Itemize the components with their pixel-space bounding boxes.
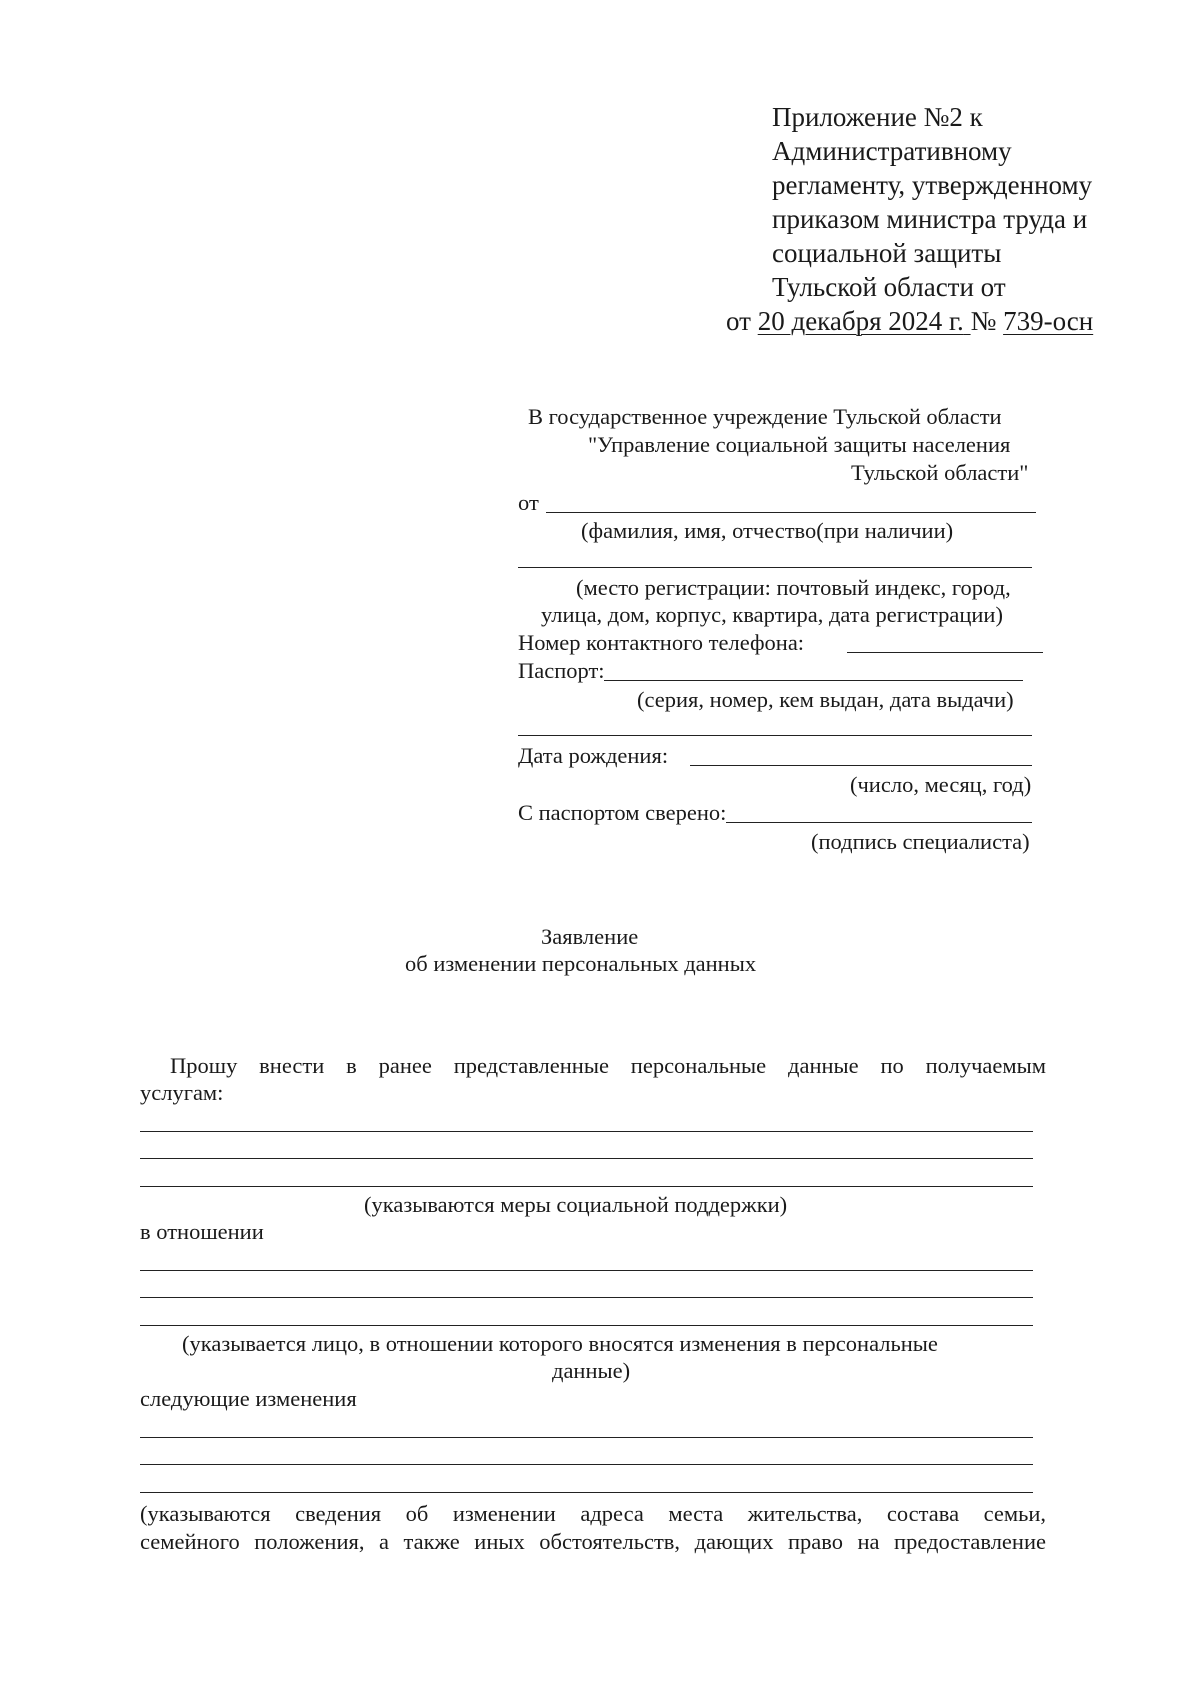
changes-hint-2: семейного положения, а также иных обстоятельств, дающих право на предоставление [140,1529,1046,1554]
passport-label: Паспорт: [518,658,605,683]
appendix-line: регламенту, утвержденному [772,170,1093,200]
addressee-line-2: "Управление социальной защиты населения [588,432,1011,457]
changes-field-line-2[interactable] [140,1464,1033,1465]
registration-hint-2: улица, дом, корпус, квартира, дата регистрации) [541,602,1003,627]
document-subtitle: об изменении персональных данных [405,951,757,976]
appendix-order-number: 739-осн [1003,306,1094,336]
person-hint-1: (указывается лицо, в отношении которого вносятся изменения в персональные [182,1331,938,1356]
request-line-1: Прошу внести в ранее представленные персональные данные по получаемым [170,1053,1046,1078]
changes-field-line-3[interactable] [140,1492,1033,1493]
phone-label: Номер контактного телефона: [518,630,805,655]
phone-field-line[interactable] [847,652,1043,653]
verified-signature-line[interactable] [726,822,1032,823]
changes-hint-1: (указываются сведения об изменении адреса места жительства, состава семьи, [140,1501,1046,1526]
document-title: Заявление [541,924,639,949]
addressee-line-1: В государственное учреждение Тульской области [528,404,1002,429]
birthdate-field-line[interactable] [690,765,1032,766]
registration-hint-1: (место регистрации: почтовый индекс, город, [576,575,1011,600]
appendix-line: Административному [772,136,1012,166]
changes-field-line-1[interactable] [140,1437,1033,1438]
appendix-line: Приложение №2 к [772,102,983,132]
measures-field-line-2[interactable] [140,1158,1033,1159]
person-field-line-1[interactable] [140,1270,1033,1271]
request-line-2: услугам: [140,1080,224,1105]
appendix-line: Тульской области от [772,272,1006,302]
appendix-number-sign: № [970,306,997,336]
registration-field-line[interactable] [518,567,1032,568]
measures-field-line-3[interactable] [140,1186,1033,1187]
person-field-line-3[interactable] [140,1325,1033,1326]
appendix-order-line [726,304,1093,338]
fio-field-line[interactable] [546,512,1036,513]
verified-hint: (подпись специалиста) [811,829,1030,854]
fio-hint: (фамилия, имя, отчество(при наличии) [581,518,954,543]
birthdate-label: Дата рождения: [518,743,669,768]
birthdate-hint: (число, месяц, год) [850,772,1032,797]
person-field-line-2[interactable] [140,1297,1033,1298]
in-relation-label: в отношении [140,1219,264,1244]
appendix-order-date: 20 декабря 2024 г. [757,306,964,336]
passport-field-line-2[interactable] [518,735,1032,736]
addressee-line-3: Тульской области" [851,460,1029,485]
passport-hint: (серия, номер, кем выдан, дата выдачи) [637,687,1014,712]
passport-field-line[interactable] [604,680,1023,681]
measures-hint: (указываются меры социальной поддержки) [364,1192,788,1217]
appendix-line: приказом министра труда и [772,204,1088,234]
changes-label: следующие изменения [140,1386,357,1411]
appendix-line: социальной защиты [772,238,1002,268]
person-hint-2: данные) [552,1358,631,1383]
appendix-from: от [726,306,751,336]
measures-field-line-1[interactable] [140,1131,1033,1132]
from-label: от [518,490,539,515]
verified-label: С паспортом сверено: [518,800,727,825]
appendix-header [772,100,1092,304]
